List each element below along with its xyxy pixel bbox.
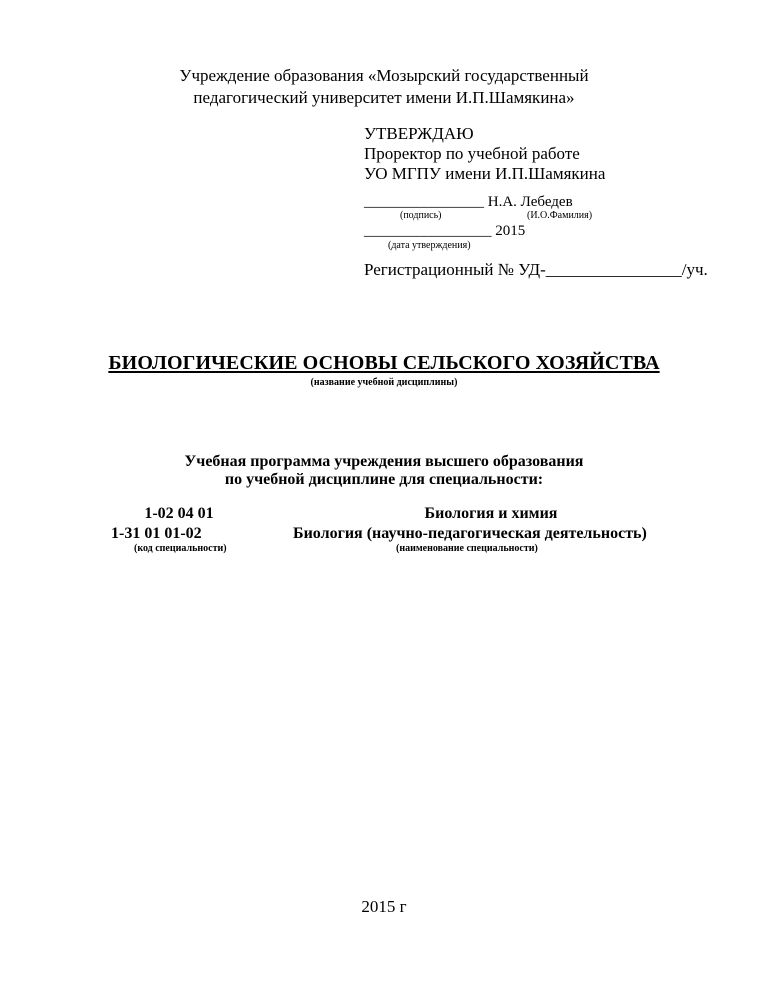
institution-name-line2: педагогический университет имени И.П.Шамякина» xyxy=(193,88,575,107)
signature-line: ________________ Н.А. Лебедев xyxy=(364,194,573,210)
signature-hint: (подпись) xyxy=(400,210,442,221)
name-hint: (И.О.Фамилия) xyxy=(527,210,593,221)
discipline-title-hint: (название учебной дисциплины) xyxy=(310,377,458,388)
approval-date-hint: (дата утверждения) xyxy=(388,240,471,251)
specialty-name-hint: (наименование специальности) xyxy=(396,543,538,554)
specialty-code: 1-31 01 01-02 xyxy=(111,525,202,542)
approver-position-line2: УО МГПУ имени И.П.Шамякина xyxy=(364,164,606,183)
discipline-title: БИОЛОГИЧЕСКИЕ ОСНОВЫ СЕЛЬСКОГО ХОЗЯЙСТВА xyxy=(108,352,660,374)
specialty-code: 1-02 04 01 xyxy=(144,505,214,522)
institution-name-line1: Учреждение образования «Мозырский государственный xyxy=(179,66,589,85)
approver-position-line1: Проректор по учебной работе xyxy=(364,144,580,163)
specialty-code-hint: (код специальности) xyxy=(134,543,227,554)
approve-word: УТВЕРЖДАЮ xyxy=(364,124,474,143)
program-line1: Учебная программа учреждения высшего образования xyxy=(184,453,584,470)
document-year: 2015 г xyxy=(361,897,407,916)
specialty-name: Биология и химия xyxy=(424,505,558,522)
specialty-name: Биология (научно-педагогическая деятельность) xyxy=(293,525,647,542)
program-line2: по учебной дисциплине для специальности: xyxy=(224,471,544,488)
approval-date-line: _________________ 2015 xyxy=(364,223,526,239)
registration-number: Регистрационный № УД-________________/уч. xyxy=(364,260,708,279)
